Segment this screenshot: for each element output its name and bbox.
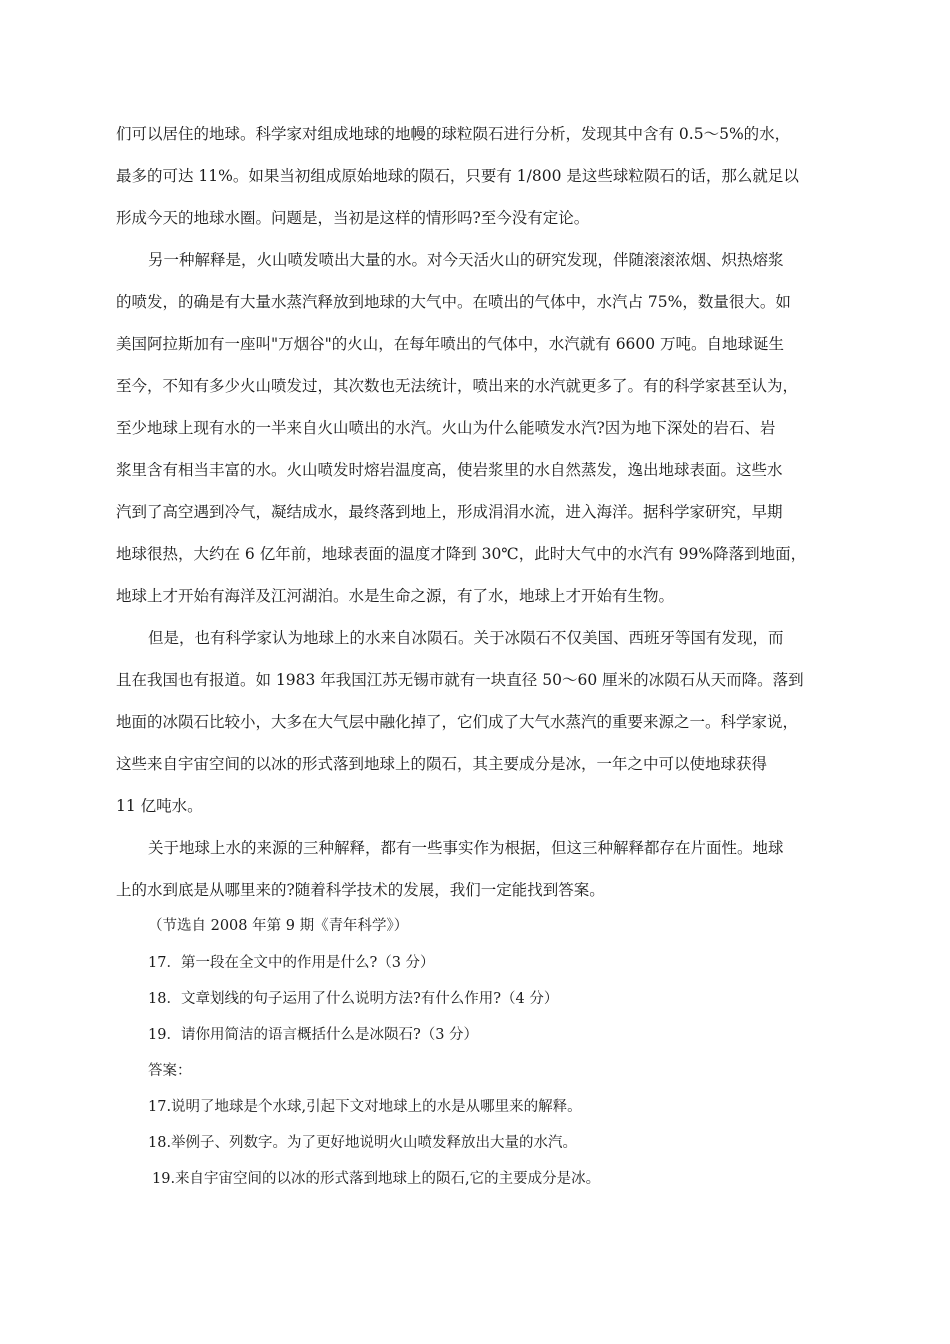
answer-17: 17.说明了地球是个水球,引起下文对地球上的水是从哪里来的解释。 [148,1099,582,1115]
text-line: 浆里含有相当丰富的水。火山喷发时熔岩温度高，使岩浆里的水自然蒸发，逸出地球表面。这些水 [116,461,783,479]
source-citation: （节选自 2008 年第 9 期《青年科学》） [148,918,409,934]
text-line: 地球很热，大约在 6 亿年前，地球表面的温度才降到 30℃，此时大气中的水汽有 99%降落到地面， [116,545,807,563]
text-line: 地面的冰陨石比较小，大多在大气层中融化掉了，它们成了大气水蒸汽的重要来源之一。科学家说， [116,713,799,731]
text-line: 11 亿吨水。 [116,797,203,815]
answer-18: 18.举例子、列数字。为了更好地说明火山喷发释放出大量的水汽。 [148,1135,578,1151]
text-line: 至今，不知有多少火山喷发过，其次数也无法统计，喷出来的水汽就更多了。有的科学家甚至认为， [116,377,799,395]
paragraph-start-line: 但是，也有科学家认为地球上的水来自冰陨石。关于冰陨石不仅美国、西班牙等国有发现，而 [148,629,784,647]
text-line: 美国阿拉斯加有一座叫"万烟谷"的火山，在每年喷出的气体中，水汽就有 6600 万吨。自地球诞生 [116,335,785,353]
question-18: 18．文章划线的句子运用了什么说明方法?有什么作用?（4 分） [148,991,559,1007]
text-line: 最多的可达 11%。如果当初组成原始地球的陨石，只要有 1/800 是这些球粒陨石的话，那么就足以 [116,167,799,185]
answer-19: 19.来自宇宙空间的以冰的形式落到地球上的陨石,它的主要成分是冰。 [152,1171,601,1187]
text-line: 形成今天的地球水圈。问题是，当初是这样的情形吗?至今没有定论。 [116,209,590,227]
text-line: 这些来自宇宙空间的以冰的形式落到地球上的陨石，其主要成分是冰，一年之中可以使地球获得 [116,755,768,773]
text-line: 汽到了高空遇到冷气，凝结成水，最终落到地上，形成涓涓水流，进入海洋。据科学家研究，早期 [116,503,783,521]
text-line: 地球上才开始有海洋及江河湖泊。水是生命之源，有了水，地球上才开始有生物。 [116,587,675,605]
paragraph-start-line: 另一种解释是，火山喷发喷出大量的水。对今天活火山的研究发现，伴随滚滚浓烟、炽热熔浆 [148,251,784,269]
paragraph-start-line: 关于地球上水的来源的三种解释，都有一些事实作为根据，但这三种解释都存在片面性。地球 [148,839,784,857]
question-19: 19．请你用简洁的语言概括什么是冰陨石?（3 分） [148,1027,479,1043]
text-line: 且在我国也有报道。如 1983 年我国江苏无锡市就有一块直径 50～60 厘米的冰陨石从天而降。落到 [116,671,804,689]
answer-heading: 答案： [148,1063,192,1079]
text-line: 们可以居住的地球。科学家对组成地球的地幔的球粒陨石进行分析，发现其中含有 0.5～5%的水， [116,125,791,143]
text-line: 上的水到底是从哪里来的?随着科学技术的发展，我们一定能找到答案。 [116,881,605,899]
text-line: 的喷发，的确是有大量水蒸汽释放到地球的大气中。在喷出的气体中，水汽占 75%，数量很大。如 [116,293,791,311]
text-line: 至少地球上现有水的一半来自火山喷出的水汽。火山为什么能喷发水汽?因为地下深处的岩石、岩 [116,419,776,437]
question-17: 17．第一段在全文中的作用是什么?（3 分） [148,955,435,971]
